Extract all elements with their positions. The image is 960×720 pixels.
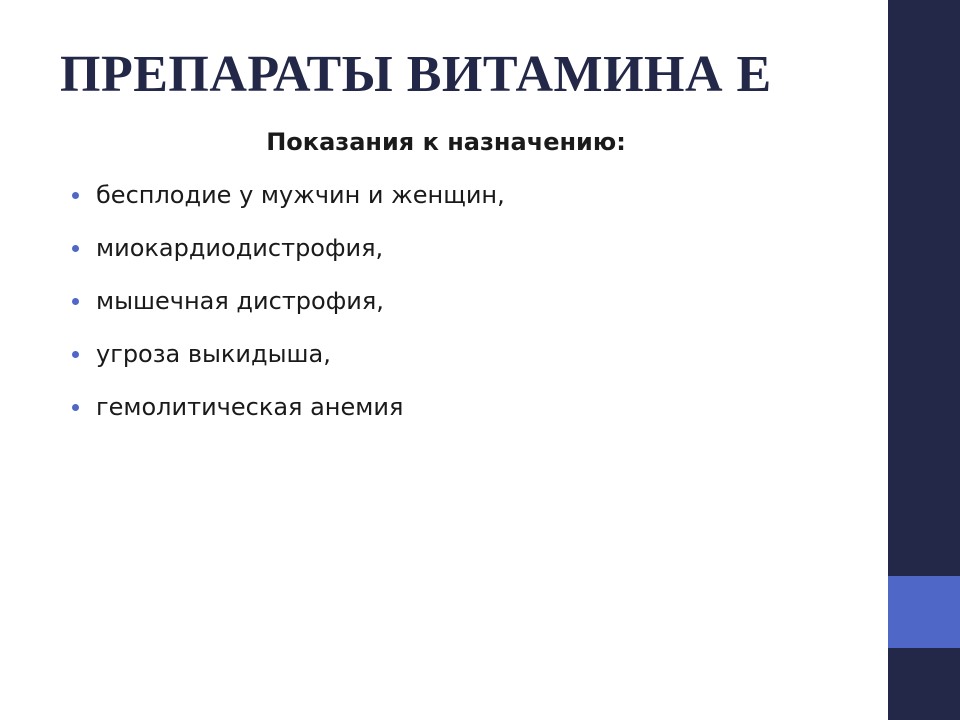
bullet-item bbox=[70, 171, 505, 224]
bullet-dot-icon bbox=[72, 404, 79, 411]
bullet-dot-icon bbox=[72, 298, 79, 305]
bullet-text: бесплодие у мужчин и женщин, bbox=[96, 181, 505, 209]
bullet-list bbox=[70, 171, 505, 436]
bullet-text: гемолитическая анемия bbox=[96, 393, 404, 421]
sidebar-accent-block bbox=[888, 576, 960, 648]
bullet-text: миокардиодистрофия, bbox=[96, 234, 384, 262]
slide-subtitle: Показания к назначению: bbox=[266, 128, 626, 156]
bullet-dot-icon bbox=[72, 192, 79, 199]
bullet-dot-icon bbox=[72, 351, 79, 358]
bullet-item bbox=[70, 224, 505, 277]
bullet-item bbox=[70, 383, 505, 436]
decorative-sidebar bbox=[888, 0, 960, 720]
bullet-item bbox=[70, 330, 505, 383]
bullet-text: угроза выкидыша, bbox=[96, 340, 331, 368]
slide-title: ПРЕПАРАТЫ ВИТАМИНА Е bbox=[60, 46, 772, 103]
bullet-text: мышечная дистрофия, bbox=[96, 287, 384, 315]
bullet-dot-icon bbox=[72, 245, 79, 252]
bullet-item bbox=[70, 277, 505, 330]
